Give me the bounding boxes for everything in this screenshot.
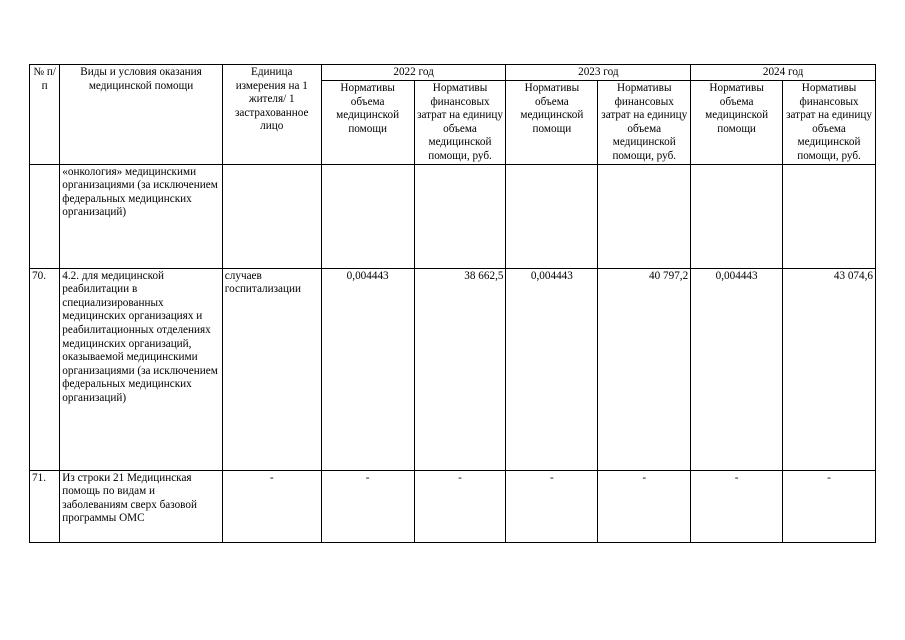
row-vol-2024: - [691, 470, 783, 542]
table-row [30, 164, 876, 268]
header-type: Виды и условия оказания медицинской помощи [60, 65, 223, 165]
row-vol-2024: 0,004443 [691, 268, 783, 470]
norms-table [29, 64, 876, 543]
row-fin-2022: - [414, 470, 506, 542]
row-fin-2022: 38 662,5 [414, 268, 506, 470]
row-vol-2023: 0,004443 [506, 268, 598, 470]
row-num: 70. [30, 268, 60, 470]
header-vol-norm-2024: Нормативы объема медицинской помощи [691, 81, 783, 165]
row-type: «онкология» медицинскими организациями (за исключением федеральных медицинских организаций) [60, 164, 223, 268]
row-fin-2022 [414, 164, 506, 268]
row-unit: случаев госпитализации [222, 268, 321, 470]
row-num: 71. [30, 470, 60, 542]
header-vol-norm-2023: Нормативы объема медицинской помощи [506, 81, 598, 165]
header-vol-norm-2022: Нормативы объема медицинской помощи [321, 81, 414, 165]
row-vol-2023 [506, 164, 598, 268]
header-unit: Единица измерения на 1 жителя/ 1 застрахованное лицо [222, 65, 321, 165]
row-fin-2024: - [783, 470, 876, 542]
header-fin-norm-2023: Нормативы финансовых затрат на единицу объема медицинской помощи, руб. [598, 81, 691, 165]
row-num [30, 164, 60, 268]
header-fin-norm-2022: Нормативы финансовых затрат на единицу объема медицинской помощи, руб. [414, 81, 506, 165]
row-vol-2022: 0,004443 [321, 268, 414, 470]
header-year-2024: 2024 год [691, 65, 876, 81]
row-vol-2023: - [506, 470, 598, 542]
row-unit [222, 164, 321, 268]
row-fin-2023: 40 797,2 [598, 268, 691, 470]
row-vol-2022 [321, 164, 414, 268]
row-fin-2024: 43 074,6 [783, 268, 876, 470]
row-fin-2023 [598, 164, 691, 268]
header-year-2022: 2022 год [321, 65, 506, 81]
row-type: Из строки 21 Медицинская помощь по видам и заболеваниям сверх базовой программы ОМС [60, 470, 223, 542]
row-type: 4.2. для медицинской реабилитации в специализированных медицинских организациях и реабилитационных отделениях медицинских организаций, оказываемой медицинскими организациями (за исключением федеральных медицинских организаций) [60, 268, 223, 470]
row-fin-2023: - [598, 470, 691, 542]
row-vol-2024 [691, 164, 783, 268]
row-vol-2022: - [321, 470, 414, 542]
row-unit: - [222, 470, 321, 542]
table-row [30, 470, 876, 542]
header-fin-norm-2024: Нормативы финансовых затрат на единицу объема медицинской помощи, руб. [783, 81, 876, 165]
header-row-years [30, 65, 876, 81]
row-fin-2024 [783, 164, 876, 268]
header-num: № п/п [30, 65, 60, 165]
table-row [30, 268, 876, 470]
header-year-2023: 2023 год [506, 65, 691, 81]
